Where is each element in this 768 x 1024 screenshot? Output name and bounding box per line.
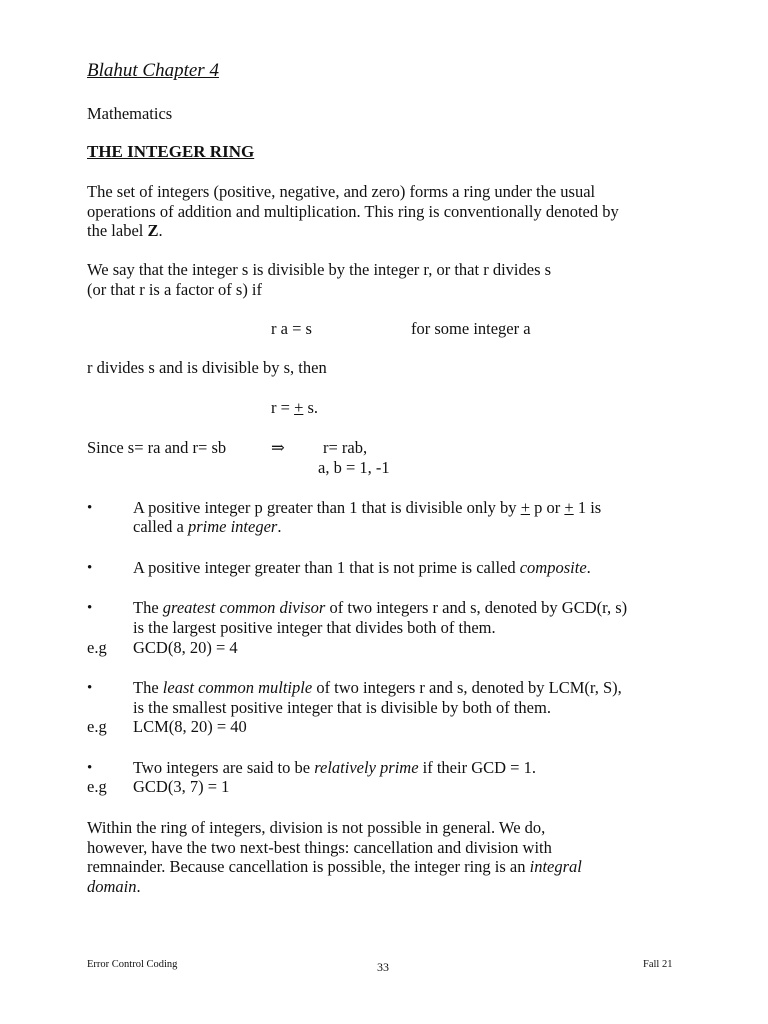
page-number: 33 bbox=[377, 960, 389, 974]
bullet3-line2: is the largest positive integer that divides both of them. bbox=[133, 618, 496, 637]
bullet4-line1: The least common multiple of two integers r and s, denoted by LCM(r, S), bbox=[133, 678, 622, 697]
chapter-title: Blahut Chapter 4 bbox=[87, 60, 219, 81]
example-label: e.g bbox=[87, 638, 107, 657]
para1-line2: operations of addition and multiplication. This ring is conventionally denoted by bbox=[87, 202, 619, 221]
example-label: e.g bbox=[87, 777, 107, 796]
bullet1-line2: called a prime integer. bbox=[133, 517, 282, 536]
bullet-icon: • bbox=[87, 560, 93, 576]
bullet2-line1: A positive integer greater than 1 that is not prime is called composite. bbox=[133, 558, 591, 577]
bullet5-line1: Two integers are said to be relatively prime if their GCD = 1. bbox=[133, 758, 536, 777]
bullet-icon: • bbox=[87, 680, 93, 696]
example-lcm-8-20: LCM(8, 20) = 40 bbox=[133, 717, 247, 736]
para3: r divides s and is divisible by s, then bbox=[87, 358, 327, 377]
footer-right: Fall 21 bbox=[643, 959, 673, 970]
bullet-icon: • bbox=[87, 600, 93, 616]
ring-symbol-z: Z bbox=[147, 221, 159, 240]
since-left: Since s= ra and r= sb bbox=[87, 438, 227, 457]
para1-line1: The set of integers (positive, negative, and zero) forms a ring under the usual bbox=[87, 182, 596, 201]
implies-arrow-icon: ⇒ bbox=[271, 438, 285, 457]
equation-ra-equals-s: r a = s bbox=[271, 319, 312, 338]
para2-line2: (or that r is a factor of s) if bbox=[87, 280, 263, 299]
example-gcd-3-7: GCD(3, 7) = 1 bbox=[133, 777, 230, 796]
equation-r-pm-s: r = + s. bbox=[271, 398, 319, 417]
equation-note: for some integer a bbox=[411, 319, 531, 338]
bullet3-line1: The greatest common divisor of two integers r and s, denoted by GCD(r, s) bbox=[133, 598, 628, 617]
bullet1-line1: A positive integer p greater than 1 that is divisible only by + p or + 1 is bbox=[133, 498, 602, 517]
closing-line2: however, have the two next-best things: cancellation and division with bbox=[87, 838, 552, 857]
bullet-icon: • bbox=[87, 760, 93, 776]
subject-label: Mathematics bbox=[87, 104, 173, 123]
example-gcd-8-20: GCD(8, 20) = 4 bbox=[133, 638, 238, 657]
since-right: r= rab, bbox=[323, 438, 368, 457]
since-line2: a, b = 1, -1 bbox=[318, 458, 390, 477]
bullet4-line2: is the smallest positive integer that is divisible by both of them. bbox=[133, 698, 551, 717]
footer-left: Error Control Coding bbox=[87, 959, 178, 970]
para1-line3: the label Z. bbox=[87, 221, 163, 240]
example-label: e.g bbox=[87, 717, 107, 736]
section-title: THE INTEGER RING bbox=[87, 142, 255, 161]
para2-line1: We say that the integer s is divisible by the integer r, or that r divides s bbox=[87, 260, 552, 279]
closing-line1: Within the ring of integers, division is not possible in general. We do, bbox=[87, 818, 546, 837]
closing-line3: remnainder. Because cancellation is possible, the integer ring is an integral bbox=[87, 857, 582, 876]
closing-line4: domain. bbox=[87, 877, 141, 896]
plus-minus-sign: + bbox=[294, 398, 304, 417]
bullet-icon: • bbox=[87, 500, 93, 516]
